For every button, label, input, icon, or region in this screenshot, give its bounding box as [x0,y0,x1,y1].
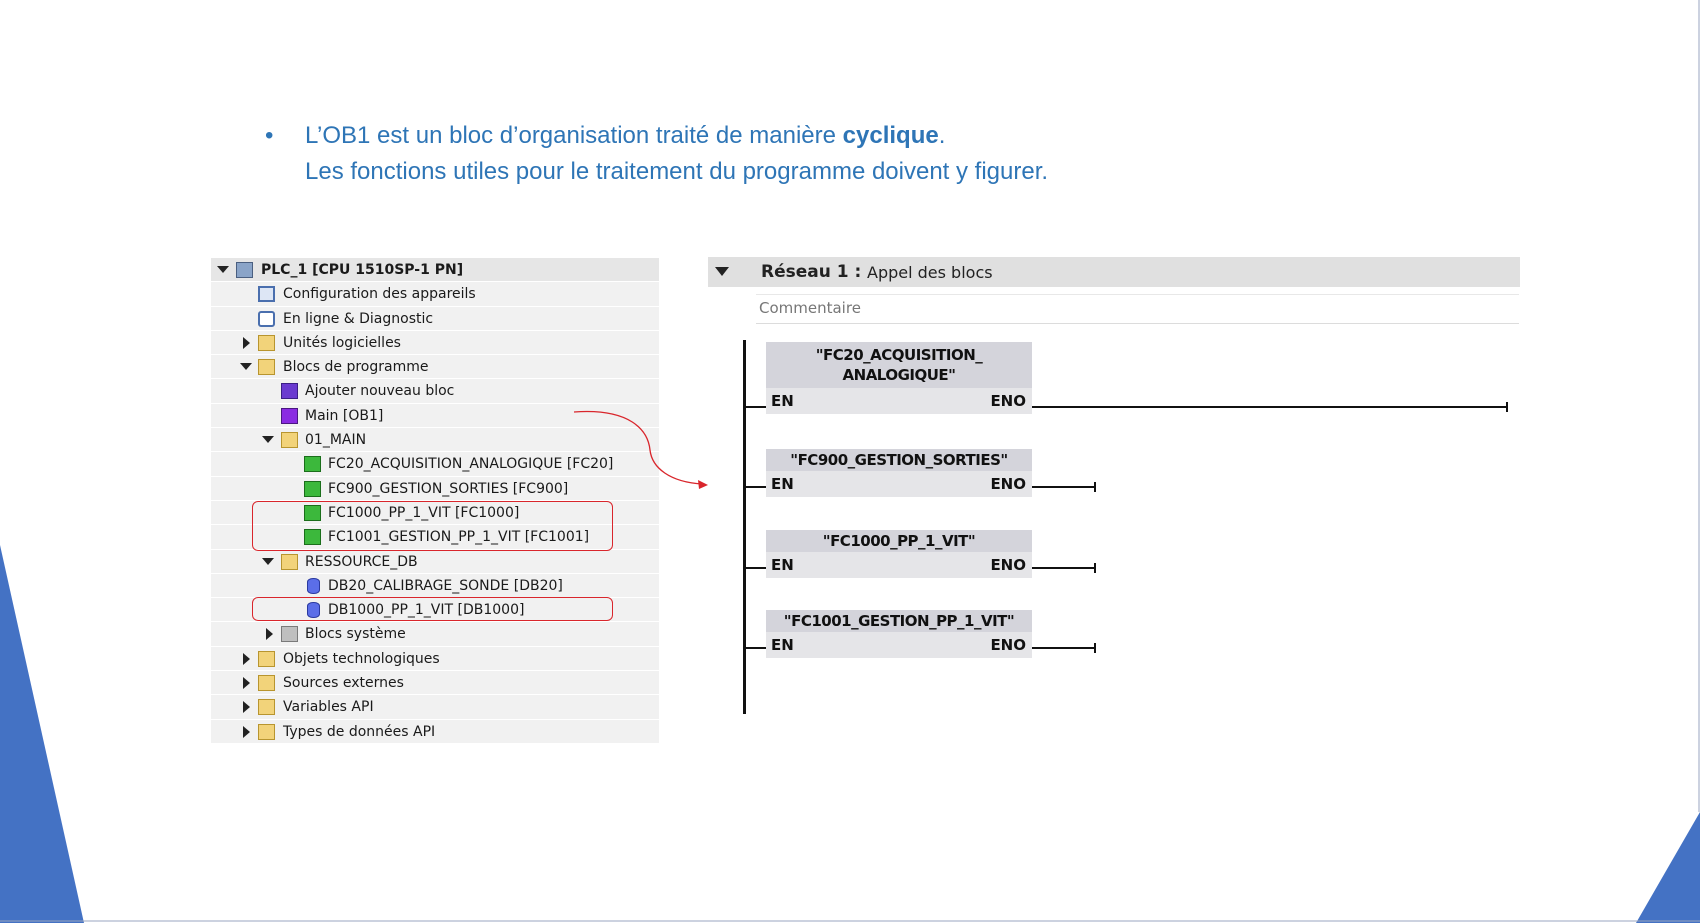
tree-item-main-ob1[interactable]: Main [OB1] [211,404,659,428]
tree-item-external-sources[interactable]: Sources externes [211,671,659,695]
pin-eno: ENO [990,392,1026,410]
collapse-arrow-icon[interactable] [262,436,274,443]
fb-box-fc900[interactable] [766,449,1032,497]
expand-arrow-icon[interactable] [266,628,273,640]
wire-eno-1 [1032,406,1508,408]
fb-box-fc1000[interactable] [766,530,1032,578]
expand-arrow-icon[interactable] [243,653,250,665]
bullet-line-2: Les fonctions utiles pour le traitement du programme doivent y figurer. [305,158,1049,185]
curved-arrow-icon [560,400,720,500]
collapse-arrow-icon[interactable] [217,266,229,273]
expand-arrow-icon[interactable] [243,726,250,738]
wire-en-3 [745,567,766,569]
fb-name: "FC20_ACQUISITION_ [815,346,983,364]
wire-end-4 [1094,643,1096,653]
diagnostic-icon [258,311,275,327]
wire-en-2 [745,486,766,488]
tree-item-ressource-db[interactable]: RESSOURCE_DB [211,550,659,574]
tree-item-01-main[interactable]: 01_MAIN [211,428,659,452]
expand-arrow-icon[interactable] [243,701,250,713]
collapse-arrow-icon[interactable] [715,267,729,276]
tree-item-diagnostic[interactable]: En ligne & Diagnostic [211,307,659,331]
tree-item-db1000[interactable]: DB1000_PP_1_VIT [DB1000] [211,598,659,622]
network-header[interactable] [708,257,1520,287]
fb-box-fc20[interactable] [766,342,1032,414]
pin-en: EN [771,556,794,574]
network-title: Réseau 1 : [761,262,862,282]
wire-en-1 [745,406,766,408]
fb-name: "FC900_GESTION_SORTIES" [790,451,1008,469]
tech-objects-icon [258,651,275,667]
network-subtitle: Appel des blocs [867,263,993,282]
plc-tags-icon [258,699,275,715]
group-folder-icon [281,432,298,448]
bullet-dot: • [265,122,274,149]
wire-end-2 [1094,482,1096,492]
tree-item-fc1001[interactable]: FC1001_GESTION_PP_1_VIT [FC1001] [211,525,659,549]
bullet-line-1: L’OB1 est un bloc d’organisation traité de manière cyclique. [305,122,946,149]
tree-item-fc900[interactable]: FC900_GESTION_SORTIES [FC900] [211,477,659,501]
highlight-fc-blocks [252,501,613,551]
tree-item-plc-tags[interactable]: Variables API [211,695,659,719]
expand-arrow-icon[interactable] [243,337,250,349]
plc-icon [236,262,253,278]
wire-end-3 [1094,563,1096,573]
pin-en: EN [771,392,794,410]
tree-root-plc[interactable]: PLC_1 [CPU 1510SP-1 PN] [211,258,659,282]
collapse-arrow-icon[interactable] [262,558,274,565]
highlight-db-block [252,597,613,621]
fb-name: "FC1001_GESTION_PP_1_VIT" [783,612,1015,630]
system-blocks-icon [281,626,298,642]
wire-eno-2 [1032,486,1096,488]
wire-eno-4 [1032,647,1096,649]
power-rail [743,340,746,714]
plc-datatypes-icon [258,724,275,740]
fb-name: ANALOGIQUE" [842,366,956,384]
software-units-icon [258,335,275,351]
network-comment-field[interactable]: Commentaire [756,294,1519,324]
bullet-bold-word: cyclique [842,122,939,149]
pin-eno: ENO [990,636,1026,654]
wire-end-1 [1506,402,1508,412]
tree-item-fc20[interactable]: FC20_ACQUISITION_ANALOGIQUE [FC20] [211,452,659,476]
tree-item-tech-objects[interactable]: Objets technologiques [211,647,659,671]
tree-item-add-block[interactable]: Ajouter nouveau bloc [211,379,659,403]
wire-eno-3 [1032,567,1096,569]
fc-block-icon [304,456,321,472]
db-block-icon [307,578,320,594]
tree-item-system-blocks[interactable]: Blocs système [211,622,659,646]
tree-item-plc-datatypes[interactable]: Types de données API [211,720,659,744]
tree-item-fc1000[interactable]: FC1000_PP_1_VIT [FC1000] [211,501,659,525]
folder-icon [258,359,275,375]
pin-en: EN [771,475,794,493]
pin-en: EN [771,636,794,654]
fb-box-fc1001[interactable] [766,610,1032,658]
collapse-arrow-icon[interactable] [240,363,252,370]
fc-block-icon [304,481,321,497]
pin-eno: ENO [990,556,1026,574]
external-sources-icon [258,675,275,691]
tree-item-program-blocks[interactable]: Blocs de programme [211,355,659,379]
group-folder-icon [281,554,298,570]
ob-block-icon [281,408,298,424]
pin-eno: ENO [990,475,1026,493]
add-block-icon [281,383,298,399]
tree-item-config[interactable]: Configuration des appareils [211,282,659,306]
fb-name: "FC1000_PP_1_VIT" [822,532,976,550]
expand-arrow-icon[interactable] [243,677,250,689]
tree-item-db20[interactable]: DB20_CALIBRAGE_SONDE [DB20] [211,574,659,598]
device-config-icon [258,286,275,302]
tree-item-software-units[interactable]: Unités logicielles [211,331,659,355]
wire-en-4 [745,647,766,649]
